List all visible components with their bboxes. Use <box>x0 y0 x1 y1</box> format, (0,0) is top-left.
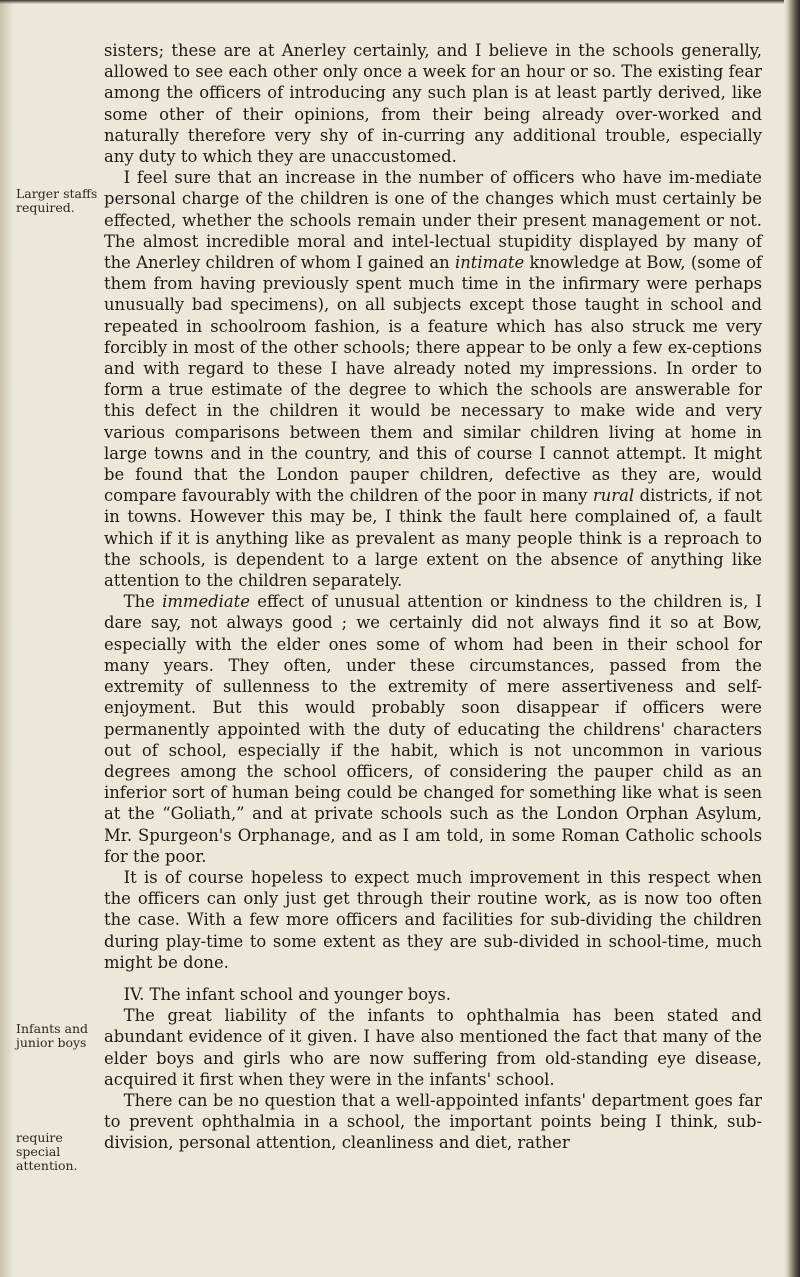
emphasis-intimate: intimate <box>454 253 525 273</box>
body-text <box>104 40 762 1154</box>
margin-note-require-special-attention: require special attention. <box>16 1130 78 1173</box>
paragraph-text: The <box>123 592 163 612</box>
page-top-shadow <box>0 0 800 4</box>
paragraph-larger-staffs <box>104 167 762 591</box>
emphasis-rural: rural <box>592 486 635 506</box>
page-gutter-shadow <box>784 0 800 1277</box>
margin-note-infants-junior-boys: Infants and junior boys <box>16 1021 89 1050</box>
paragraph-immediate-effect <box>104 591 762 867</box>
paragraph-sisters: sisters; these are at Anerley certainly, and I believe in the schools generally, allowed to see each other only once a week for an hour or so. The existing fear among the officers of introducing any such plan is at least partly derived, like some other of their opinions, from their being already over-worked and naturally therefore very shy of in-curring any additional trouble, especially any duty to which they are unaccustomed. <box>104 41 762 167</box>
paragraph-infants-department: There can be no question that a well-appointed infants' department goes far to prevent ophthalmia in a school, the important points being I think, sub-division, personal attention, cleanliness and diet, rather <box>104 1090 762 1153</box>
paragraph-ophthalmia-liability: The great liability of the infants to ophthalmia has been stated and abundant evidence of it given. I have also mentioned the fact that many of the elder boys and girls who are now suffering from old-standing eye disease, acquired it first when they were in the infants' school. <box>104 1006 762 1089</box>
paragraph-text: knowledge at Bow, (some of them from having previously spent much time in the infirmary were perhaps unusually bad specimens), on all subjects except those taught in school and repeated in schoolroom fashion, is a feature which has also struck me very forcibly in most of the other schools; there appear to be only a few ex-ceptions and with regard to these I have already noted my impressions. In order to form a true estimate of the degree to which the schools are answerable for this defect in the children it would be necessary to make wide and very various comparisons between them and similar children living at home in large towns and in the country, and this of course I cannot attempt. It might be found that the London pauper children, defective as they are, would compare favourably with the children of the poor in many <box>104 253 763 506</box>
paragraph-text: districts, if not in towns. However this may be, I think the fault here complained of, a fault which if it is anything like as prevalent as many people think is a reproach to the schools, is dependent to a large extent on the absence of anything like attention to the children separately. <box>104 486 762 591</box>
margin-note-larger-staffs: Larger staffs required. <box>16 186 98 215</box>
paragraph-hopeless: It is of course hopeless to expect much improvement in this respect when the officers can only just get through their routine work, as is now too often the case. With a few more officers and facilities for sub-dividing the children during play-time to some extent as they are sub-divided in school-time, much might be done. <box>104 867 762 972</box>
emphasis-immediate: immediate <box>162 592 250 612</box>
paragraph-text: effect of unusual attention or kindness to the children is, I dare say, not always good ; we certainly did not always find it so at Bow, especially with the elder ones some of whom had been in their school for many years. They often, under these circumstances, passed from the extremity of sullenness to the extremity of mere assertiveness and self-enjoyment. But this would probably soon disappear if officers were permanently appointed with the duty of educating the childrens' characters out of school, especially if the habit, which is not uncommon in various degrees among the school officers, of considering the pauper child as an inferior sort of human being could be changed for something like what is seen at the “Goliath,” and at private schools such as the London Orphan Asylum, Mr. Spurgeon's Orphanage, and as I am told, in some Roman Catholic schools for the poor. <box>104 592 763 866</box>
paragraph-text: I feel sure that an increase in the number of officers who have im-mediate personal charge of the children is one of the changes which must certainly be effected, whether the schools remain under their present management or not. The almost incredible moral and intel-lectual stupidity displayed by many of the Anerley children of whom I gained an <box>104 168 762 273</box>
page-left-edge <box>0 0 14 1277</box>
section-heading-iv: IV. The infant school and younger boys. <box>123 984 452 1004</box>
